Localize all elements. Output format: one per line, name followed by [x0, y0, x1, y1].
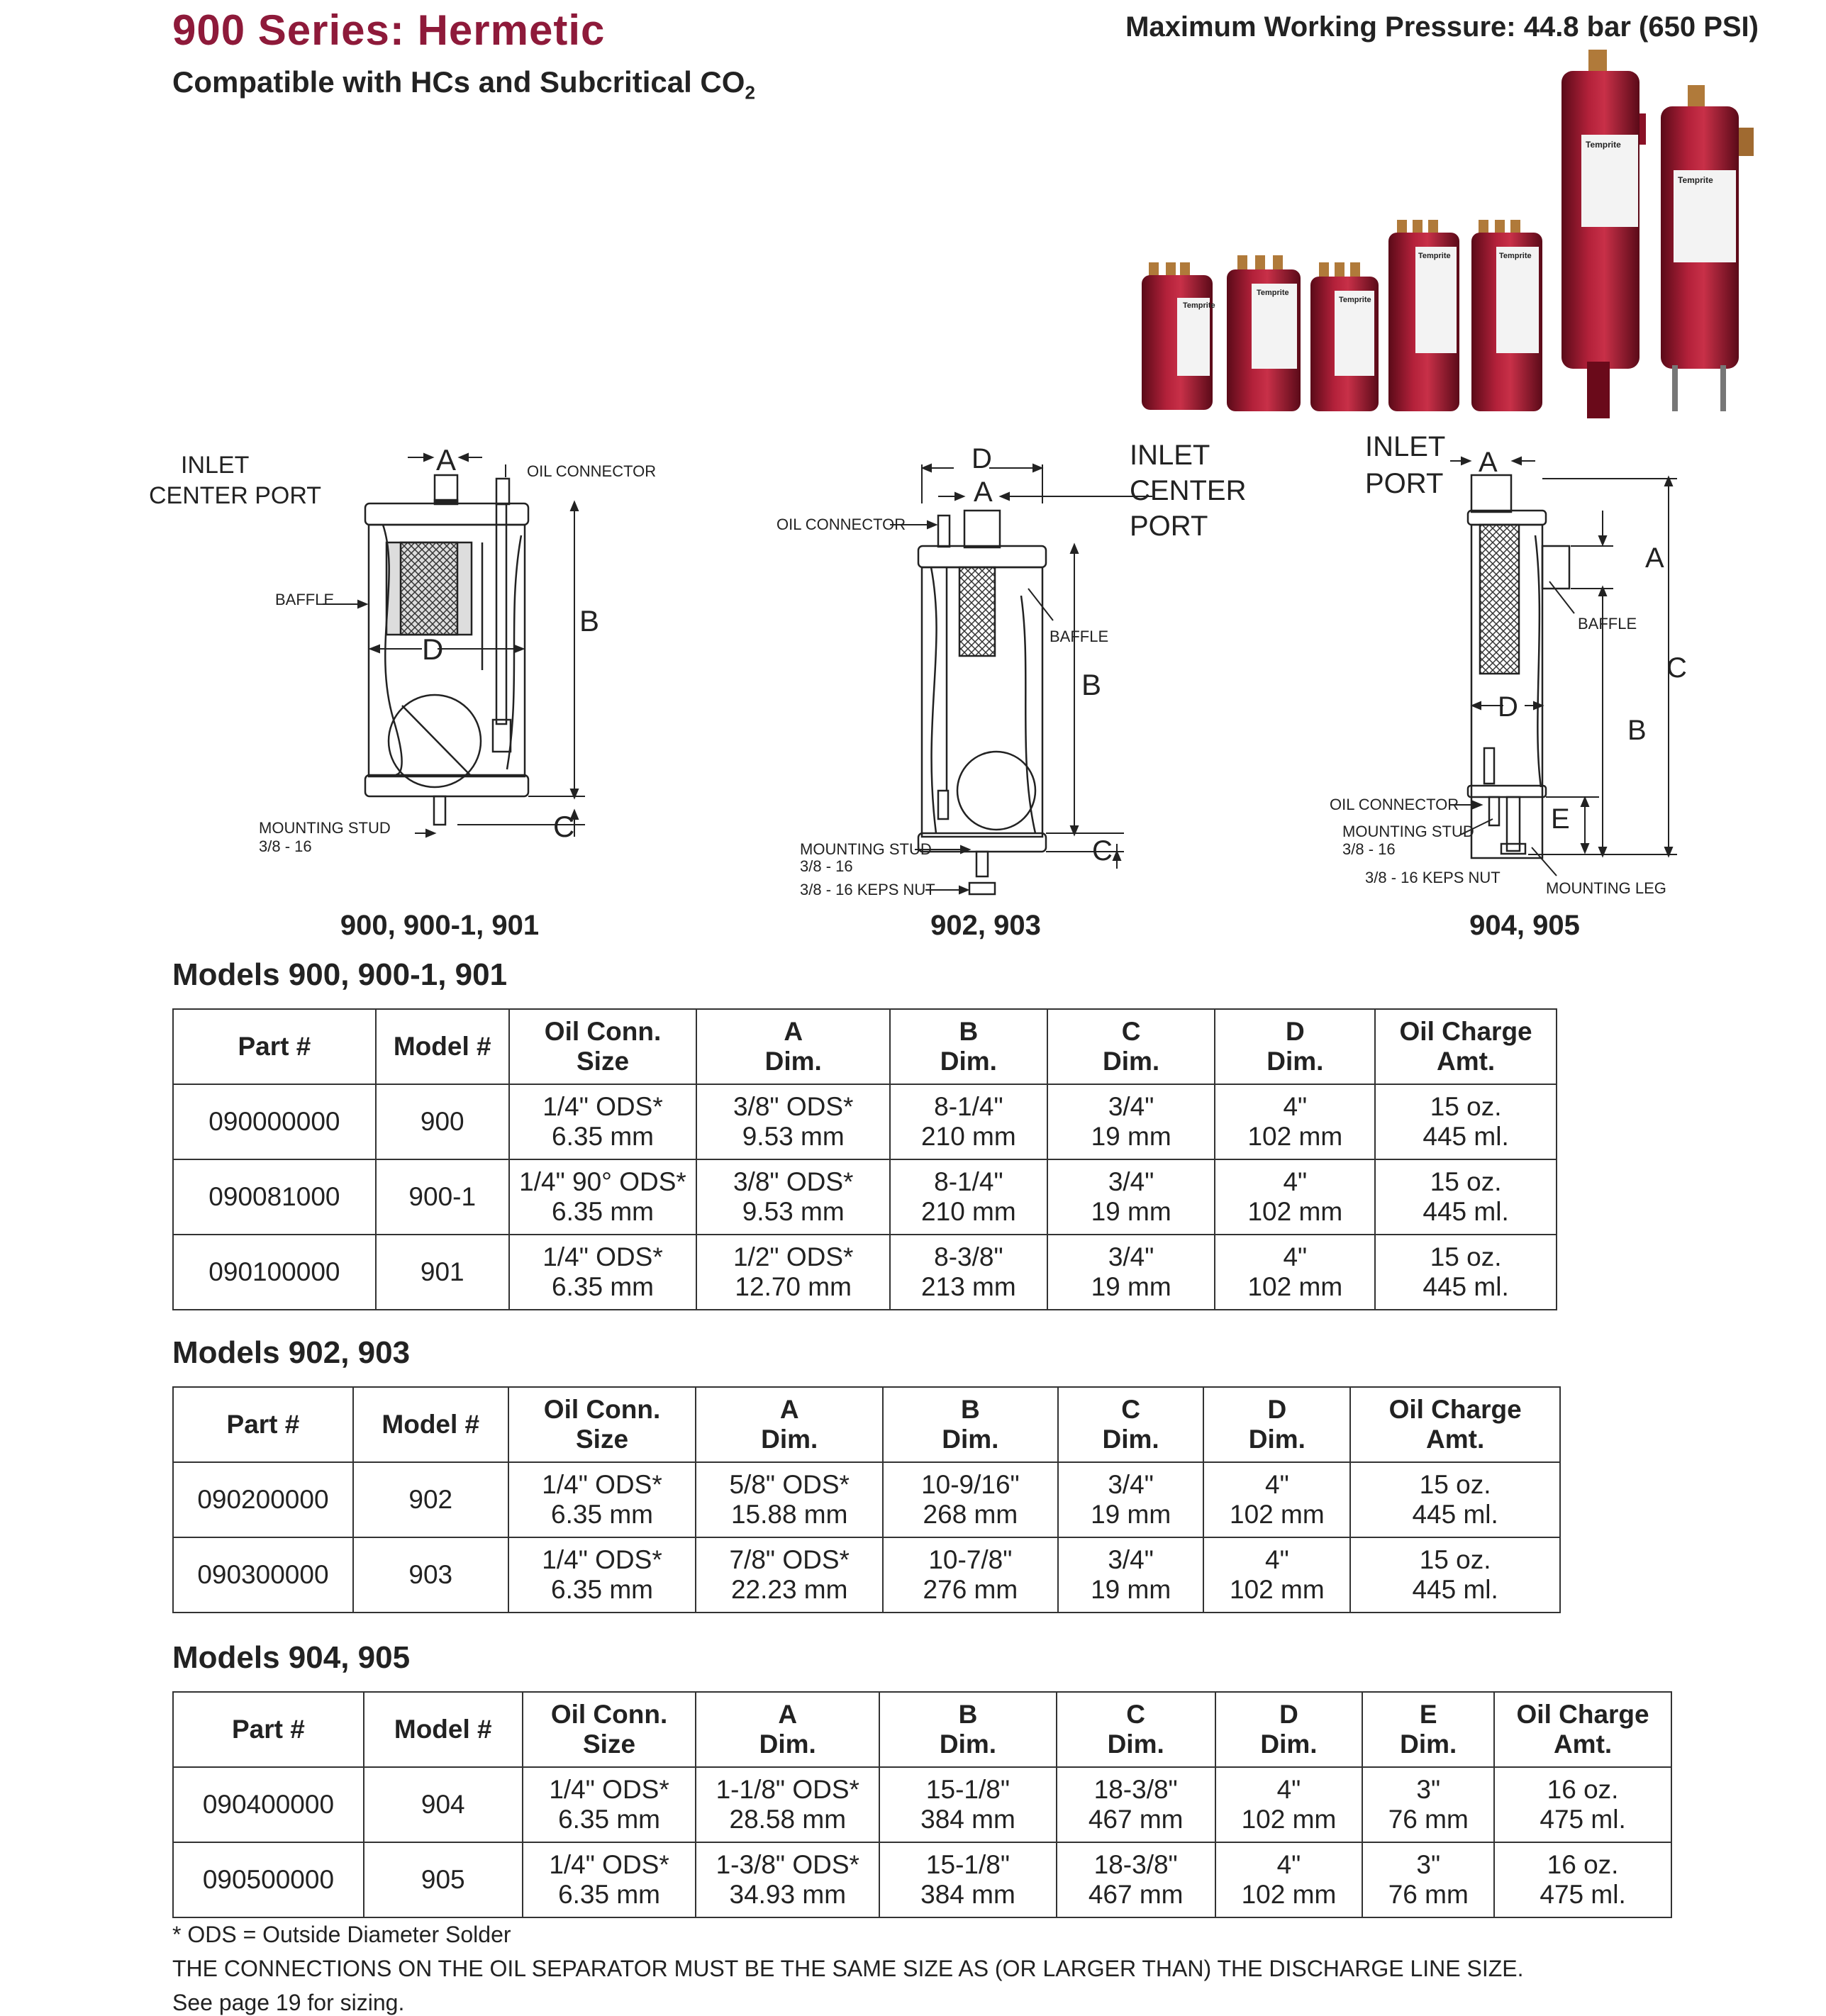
label-oil-connector: OIL CONNECTOR [1330, 796, 1459, 813]
table-cell: 3/4" 19 mm [1047, 1084, 1215, 1159]
table-cell: 1/4" ODS* 6.35 mm [508, 1462, 696, 1537]
dim-c-label: C [1666, 652, 1687, 684]
dim-a-label: A [1479, 447, 1498, 478]
label-keps-nut: 3/8 - 16 KEPS NUT [800, 881, 935, 898]
column-header: Oil Charge Amt. [1350, 1387, 1560, 1462]
table-cell: 1/2" ODS* 12.70 mm [696, 1235, 890, 1310]
column-header: Part # [173, 1009, 376, 1084]
table-cell: 15 oz. 445 ml. [1375, 1159, 1557, 1235]
spec-table-902 [172, 1386, 1561, 1613]
column-header: Part # [173, 1387, 353, 1462]
label-center-port: CENTER PORT [149, 482, 322, 509]
table-cell: 1/4" ODS* 6.35 mm [509, 1235, 697, 1310]
table-cell: 090500000 [173, 1842, 364, 1917]
table-cell: 1/4" ODS* 6.35 mm [508, 1537, 696, 1613]
label-mounting-stud: MOUNTING STUD [800, 840, 932, 858]
table-cell: 3/4" 19 mm [1047, 1235, 1215, 1310]
label-oil-connector: OIL CONNECTOR [527, 462, 657, 480]
table-cell: 3" 76 mm [1362, 1842, 1494, 1917]
table-cell: 3/8" ODS* 9.53 mm [696, 1159, 890, 1235]
label-inlet: INLET [181, 452, 250, 479]
spec-table-904 [172, 1691, 1672, 1918]
column-header: B Dim. [890, 1009, 1047, 1084]
page-title: 900 Series: Hermetic [172, 6, 606, 54]
table-cell: 1-1/8" ODS* 28.58 mm [696, 1767, 879, 1842]
cylinder-7 [1661, 85, 1754, 411]
table-cell: 4" 102 mm [1215, 1159, 1375, 1235]
diagram-caption-900: 900, 900-1, 901 [340, 910, 540, 941]
table-cell: 904 [364, 1767, 523, 1842]
table-cell: 15-1/8" 384 mm [879, 1767, 1057, 1842]
table-cell: 902 [353, 1462, 508, 1537]
dim-c-label: C [553, 810, 575, 843]
label-oil-connector: OIL CONNECTOR [776, 516, 906, 533]
table-cell: 905 [364, 1842, 523, 1917]
table-cell: 4" 102 mm [1203, 1462, 1350, 1537]
table-cell: 4" 102 mm [1215, 1767, 1363, 1842]
table-cell: 090081000 [173, 1159, 376, 1235]
table-cell: 3" 76 mm [1362, 1767, 1494, 1842]
column-header: C Dim. [1047, 1009, 1215, 1084]
dim-a-label: A [436, 443, 457, 477]
table-cell: 1/4" 90° ODS* 6.35 mm [509, 1159, 697, 1235]
label-stud-size: 3/8 - 16 [259, 837, 312, 855]
column-header: Model # [353, 1387, 508, 1462]
dim-b-label: B [579, 604, 600, 637]
column-header: Oil Charge Amt. [1375, 1009, 1557, 1084]
dim-d-label: D [972, 443, 992, 474]
cylinder-5 [1471, 220, 1542, 411]
table-cell: 4" 102 mm [1215, 1084, 1375, 1159]
table-cell: 8-3/8" 213 mm [890, 1235, 1047, 1310]
diagram-900-series [149, 436, 657, 904]
label-mounting-stud: MOUNTING STUD [259, 819, 391, 837]
column-header: Oil Conn. Size [509, 1009, 697, 1084]
column-header: Oil Charge Amt. [1494, 1692, 1671, 1767]
table-cell: 090200000 [173, 1462, 353, 1537]
label-port: PORT [1130, 511, 1208, 542]
column-header: A Dim. [696, 1692, 879, 1767]
label-baffle: BAFFLE [1050, 628, 1109, 645]
label-port: PORT [1365, 468, 1444, 499]
footnote-sizing: See page 19 for sizing. [172, 1990, 405, 2015]
table-cell: 1/4" ODS* 6.35 mm [509, 1084, 697, 1159]
table-row [173, 1462, 1560, 1537]
table-cell: 15 oz. 445 ml. [1375, 1235, 1557, 1310]
label-stud-size: 3/8 - 16 [1342, 840, 1396, 858]
label-mounting-leg: MOUNTING LEG [1546, 879, 1666, 897]
column-header: C Dim. [1057, 1692, 1215, 1767]
table-cell: 3/8" ODS* 9.53 mm [696, 1084, 890, 1159]
table-cell: 4" 102 mm [1215, 1235, 1375, 1310]
diagram-902-series [776, 436, 1259, 904]
product-photo [1149, 50, 1766, 425]
spec-table-900 [172, 1008, 1557, 1310]
dim-d-label: D [1498, 691, 1518, 723]
table-cell: 7/8" ODS* 22.23 mm [696, 1537, 883, 1613]
column-header: A Dim. [696, 1009, 890, 1084]
section-title-902: Models 902, 903 [172, 1335, 411, 1370]
label-keps-nut: 3/8 - 16 KEPS NUT [1365, 869, 1501, 886]
cylinder-6 [1561, 50, 1646, 418]
table-cell: 8-1/4" 210 mm [890, 1159, 1047, 1235]
table-cell: 903 [353, 1537, 508, 1613]
svg-text:Temprite: Temprite [1257, 289, 1289, 297]
table-cell: 1/4" ODS* 6.35 mm [523, 1842, 696, 1917]
table-header-row [173, 1009, 1557, 1084]
column-header: C Dim. [1058, 1387, 1204, 1462]
table-row [173, 1159, 1557, 1235]
table-cell: 090100000 [173, 1235, 376, 1310]
column-header: Oil Conn. Size [523, 1692, 696, 1767]
label-center: CENTER [1130, 475, 1247, 506]
table-cell: 8-1/4" 210 mm [890, 1084, 1047, 1159]
dim-b-label: B [1627, 715, 1647, 746]
column-header: B Dim. [883, 1387, 1058, 1462]
column-header: Model # [364, 1692, 523, 1767]
column-header: A Dim. [696, 1387, 883, 1462]
column-header: Oil Conn. Size [508, 1387, 696, 1462]
table-cell: 1-3/8" ODS* 34.93 mm [696, 1842, 879, 1917]
label-baffle: BAFFLE [1578, 615, 1637, 633]
table-row [173, 1767, 1671, 1842]
table-cell: 900-1 [376, 1159, 509, 1235]
column-header: E Dim. [1362, 1692, 1494, 1767]
label-mounting-stud: MOUNTING STUD [1342, 823, 1474, 840]
table-cell: 4" 102 mm [1203, 1537, 1350, 1613]
table-cell: 15 oz. 445 ml. [1350, 1537, 1560, 1613]
table-cell: 901 [376, 1235, 509, 1310]
footnote-connections: THE CONNECTIONS ON THE OIL SEPARATOR MUST BE THE SAME SIZE AS (OR LARGER THAN) THE DISCHARGE LINE SIZE. [172, 1956, 1524, 1981]
table-cell: 1/4" ODS* 6.35 mm [523, 1767, 696, 1842]
table-cell: 10-7/8" 276 mm [883, 1537, 1058, 1613]
table-cell: 15 oz. 445 ml. [1375, 1084, 1557, 1159]
table-row [173, 1235, 1557, 1310]
table-cell: 3/4" 19 mm [1047, 1159, 1215, 1235]
table-header-row [173, 1387, 1560, 1462]
dim-a-label: A [974, 477, 993, 508]
table-cell: 10-9/16" 268 mm [883, 1462, 1058, 1537]
diagram-904-series [1330, 431, 1687, 904]
table-cell: 18-3/8" 467 mm [1057, 1767, 1215, 1842]
cylinder-2 [1227, 255, 1301, 411]
dim-b-label: B [1081, 668, 1102, 701]
table-row [173, 1537, 1560, 1613]
column-header: D Dim. [1215, 1009, 1375, 1084]
column-header: Model # [376, 1009, 509, 1084]
svg-text:Temprite: Temprite [1678, 175, 1713, 185]
table-cell: 18-3/8" 467 mm [1057, 1842, 1215, 1917]
table-cell: 5/8" ODS* 15.88 mm [696, 1462, 883, 1537]
svg-text:Temprite: Temprite [1339, 296, 1371, 304]
cylinder-1 [1142, 262, 1215, 410]
svg-text:Temprite: Temprite [1586, 140, 1621, 150]
table-cell: 900 [376, 1084, 509, 1159]
table-cell: 090300000 [173, 1537, 353, 1613]
dim-a2-label: A [1645, 542, 1664, 574]
label-inlet: INLET [1130, 440, 1210, 471]
column-header: B Dim. [879, 1692, 1057, 1767]
table-row [173, 1084, 1557, 1159]
label-stud-size: 3/8 - 16 [800, 857, 853, 875]
svg-text:Temprite: Temprite [1183, 301, 1215, 310]
section-title-904: Models 904, 905 [172, 1640, 411, 1675]
diagram-caption-902: 902, 903 [930, 910, 1041, 941]
table-cell: 15-1/8" 384 mm [879, 1842, 1057, 1917]
table-header-row [173, 1692, 1671, 1767]
column-header: D Dim. [1203, 1387, 1350, 1462]
footnote-ods: * ODS = Outside Diameter Solder [172, 1922, 511, 1947]
cylinder-4 [1388, 220, 1459, 411]
table-row [173, 1842, 1671, 1917]
table-cell: 4" 102 mm [1215, 1842, 1363, 1917]
table-cell: 15 oz. 445 ml. [1350, 1462, 1560, 1537]
page-subtitle: Compatible with HCs and Subcritical $CO_2$ [172, 65, 755, 104]
diagram-caption-904: 904, 905 [1469, 910, 1580, 941]
cylinder-3 [1310, 262, 1379, 411]
table-cell: 090000000 [173, 1084, 376, 1159]
label-inlet: INLET [1365, 431, 1446, 462]
dim-c-label: C [1092, 835, 1113, 867]
column-header: D Dim. [1215, 1692, 1363, 1767]
svg-text:Temprite: Temprite [1418, 252, 1451, 260]
column-header: Part # [173, 1692, 364, 1767]
table-cell: 090400000 [173, 1767, 364, 1842]
max-pressure-text: Maximum Working Pressure: 44.8 bar (650 PSI) [1125, 11, 1759, 43]
table-cell: 16 oz. 475 ml. [1494, 1767, 1671, 1842]
section-title-900: Models 900, 900-1, 901 [172, 957, 508, 992]
svg-text:Temprite: Temprite [1499, 252, 1532, 260]
dim-d-label: D [422, 633, 444, 666]
table-cell: 3/4" 19 mm [1058, 1462, 1204, 1537]
dim-e-label: E [1551, 803, 1570, 835]
label-baffle: BAFFLE [275, 591, 335, 608]
table-cell: 3/4" 19 mm [1058, 1537, 1204, 1613]
table-cell: 16 oz. 475 ml. [1494, 1842, 1671, 1917]
